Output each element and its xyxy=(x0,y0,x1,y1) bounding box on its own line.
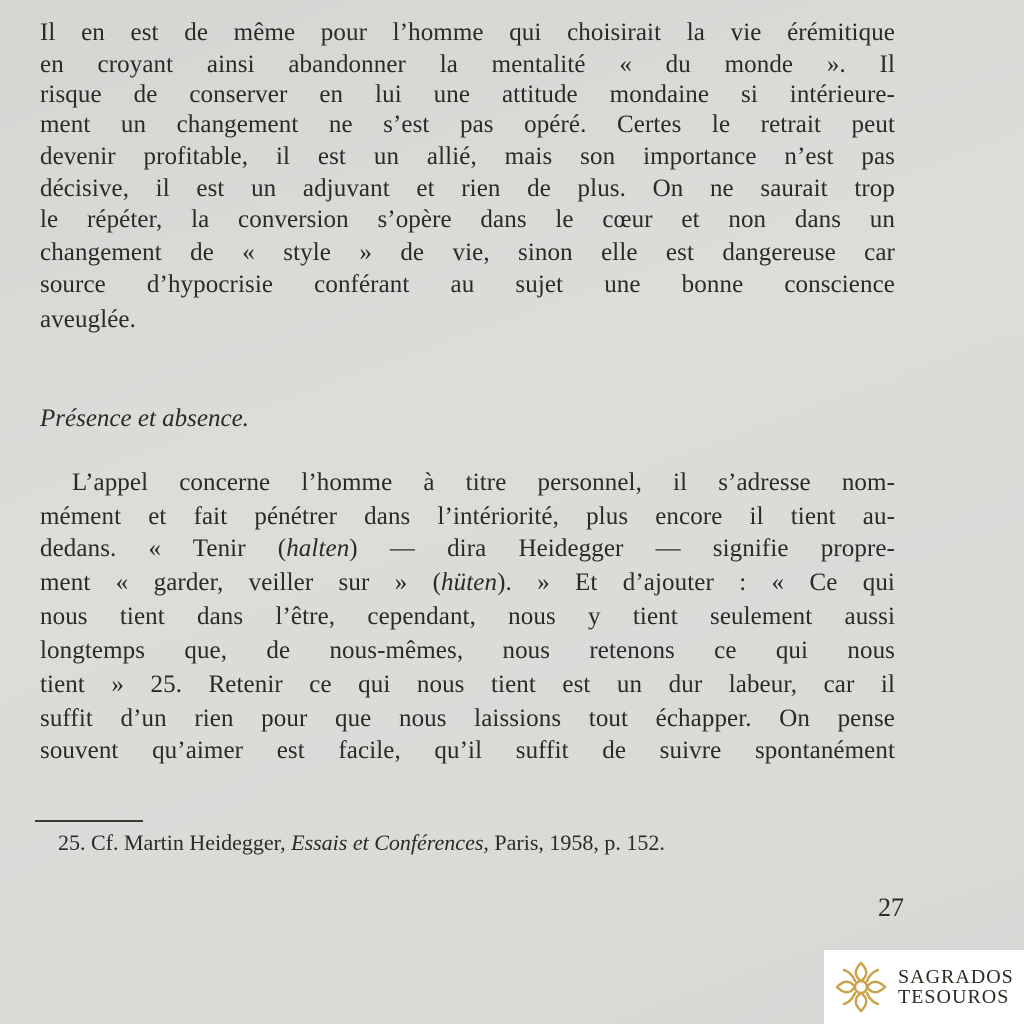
footnote-title: Essais et Conférences, xyxy=(291,830,489,855)
text-line: risque de conserver en lui une attitude mondaine si intérieure- xyxy=(40,81,895,108)
text-line: changement de « style » de vie, sinon elle est dangereuse car xyxy=(40,239,895,266)
footnote-prefix: Cf. Martin Heidegger, xyxy=(91,830,286,855)
footnote-number: 25. xyxy=(58,830,86,855)
text-line: devenir profitable, il est un allié, mais son importance n’est pas xyxy=(40,143,895,170)
text-line: dedans. « Tenir (halten) — dira Heidegger — signifie propre- xyxy=(40,535,895,562)
text-line: aveuglée. xyxy=(40,306,136,333)
text-line: souvent qu’aimer est facile, qu’il suffit de suivre spontanément xyxy=(40,737,895,764)
text-line: le répéter, la conversion s’opère dans le cœur et non dans un xyxy=(40,206,895,233)
watermark-word-1: SAGRADOS xyxy=(898,966,1014,988)
watermark-logo xyxy=(824,950,1024,1024)
text-line: longtemps que, de nous-mêmes, nous retenons ce qui nous xyxy=(40,637,895,664)
text-line: L’appel concerne l’homme à titre personnel, il s’adresse nom- xyxy=(72,469,895,496)
text-line: ment « garder, veiller sur » (hüten). » Et d’ajouter : « Ce qui xyxy=(40,569,895,596)
text-line: en croyant ainsi abandonner la mentalité « du monde ». Il xyxy=(40,51,895,78)
text-line: décisive, il est un adjuvant et rien de plus. On ne saurait trop xyxy=(40,175,895,202)
page-number: 27 xyxy=(878,893,904,922)
ornament-icon xyxy=(834,960,888,1014)
text-line: tient » 25. Retenir ce qui nous tient est un dur labeur, car il xyxy=(40,671,895,698)
footnote xyxy=(58,830,665,856)
text-line: suffit d’un rien pour que nous laissions tout échapper. On pense xyxy=(40,705,895,732)
text-line: mément et fait pénétrer dans l’intériorité, plus encore il tient au- xyxy=(40,503,895,530)
text-line: nous tient dans l’être, cependant, nous y tient seulement aussi xyxy=(40,603,895,630)
text-line: Il en est de même pour l’homme qui choisirait la vie érémitique xyxy=(40,19,895,46)
text-line: source d’hypocrisie conférant au sujet une bonne conscience xyxy=(40,271,895,298)
text-line: ment un changement ne s’est pas opéré. Certes le retrait peut xyxy=(40,111,895,138)
watermark-word-2: TESOUROS xyxy=(898,986,1010,1008)
footnote-divider xyxy=(35,820,143,822)
section-heading: Présence et absence. xyxy=(40,405,249,432)
footnote-suffix: Paris, 1958, p. 152. xyxy=(494,830,665,855)
